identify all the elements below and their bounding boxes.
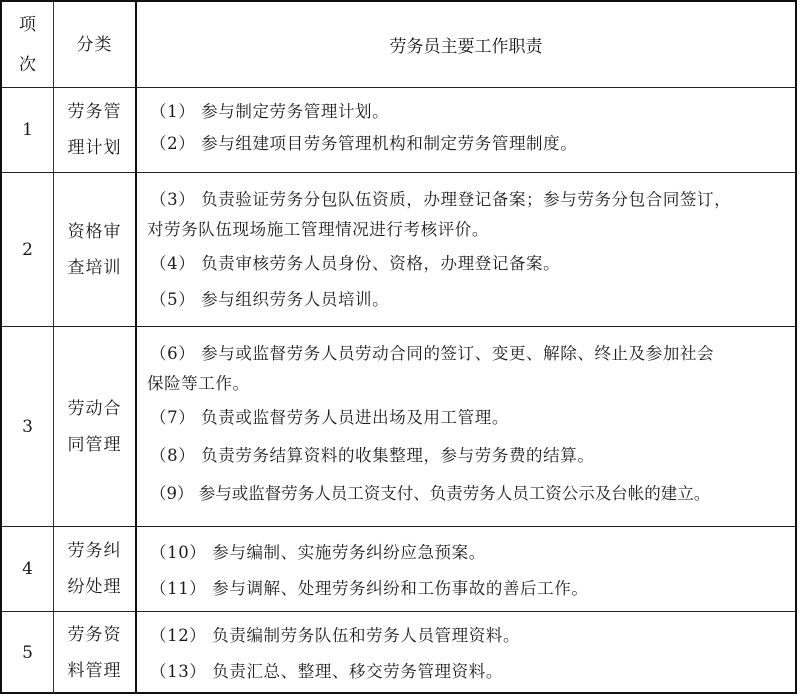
category-label: 劳务资料管理	[67, 625, 122, 681]
duty-line: 对劳务队伍现场施工管理情况进行考核评价。	[147, 220, 489, 239]
category-cell	[54, 173, 137, 326]
duties-cell	[137, 327, 795, 526]
duty-line: （5） 参与组织劳务人员培训。	[150, 290, 390, 309]
duty-line: 保险等工作。	[147, 374, 250, 393]
duty-line: （10） 参与编制、实施劳务纠纷应急预案。	[150, 543, 486, 562]
table-row	[2, 527, 795, 612]
item-no: 5	[2, 612, 54, 694]
category-cell	[54, 612, 137, 694]
table-row	[2, 88, 795, 173]
header-duties-label: 劳务员主要工作职责	[389, 37, 543, 57]
duties-cell	[137, 527, 795, 611]
category-cell	[54, 88, 137, 172]
duty-line: （9） 参与或监督劳务人员工资支付、负责劳务人员工资公示及台帐的建立。	[150, 484, 711, 503]
duty-line: （6） 参与或监督劳务人员劳动合同的签订、变更、解除、终止及参加社会	[150, 344, 715, 363]
header-item-no	[2, 2, 54, 87]
duty-line: （2） 参与组建项目劳务管理机构和制定劳务管理制度。	[150, 134, 578, 153]
item-no: 4	[2, 527, 54, 611]
duty-line: （1） 参与制定劳务管理计划。	[150, 102, 390, 121]
duty-line: （7） 负责或监督劳务人员进出场及用工管理。	[150, 408, 509, 427]
category-label: 劳动合同管理	[67, 398, 122, 455]
duties-cell	[137, 173, 795, 326]
header-item-no-label: 项次	[19, 14, 36, 75]
category-label: 劳务纠纷处理	[67, 541, 122, 597]
duty-line: （4） 负责审核劳务人员身份、资格，办理登记备案。	[150, 254, 561, 273]
header-category-label: 分类	[76, 34, 113, 55]
header-category	[54, 2, 137, 87]
header-duties	[137, 2, 795, 87]
duty-line: （12） 负责编制劳务队伍和劳务人员管理资料。	[150, 626, 521, 645]
table-row	[2, 612, 795, 694]
duty-line: （8） 负责劳务结算资料的收集整理，参与劳务费的结算。	[150, 446, 595, 465]
category-cell	[54, 527, 137, 611]
category-label: 劳务管理计划	[67, 102, 122, 158]
item-no: 1	[2, 88, 54, 172]
table-header-row	[2, 2, 795, 88]
duties-cell	[137, 612, 795, 694]
duties-cell	[137, 88, 795, 172]
duty-line: （3） 负责验证劳务分包队伍资质，办理登记备案；参与劳务分包合同签订，	[150, 190, 732, 209]
category-label: 资格审查培训	[67, 221, 122, 278]
table-row	[2, 173, 795, 327]
item-no: 2	[2, 173, 54, 326]
duty-line: （11） 参与调解、处理劳务纠纷和工伤事故的善后工作。	[150, 579, 589, 598]
category-cell	[54, 327, 137, 526]
duty-line: （13） 负责汇总、整理、移交劳务管理资料。	[150, 662, 503, 681]
item-no: 3	[2, 327, 54, 526]
table-row	[2, 327, 795, 527]
